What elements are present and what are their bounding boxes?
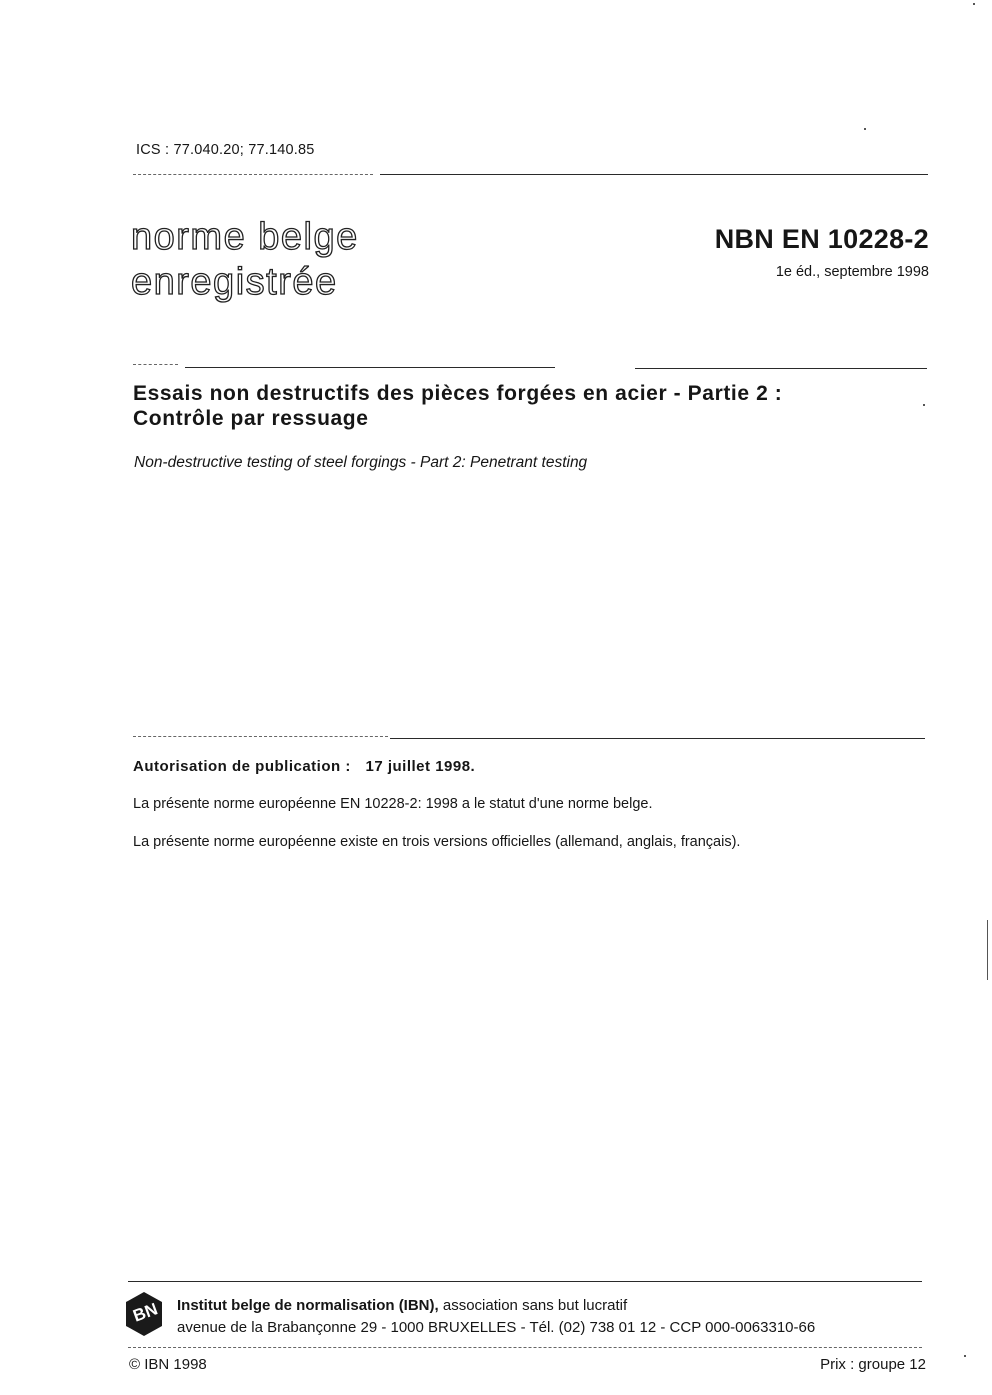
institute-address: avenue de la Brabançonne 29 - 1000 BRUXELLES - Tél. (02) 738 01 12 - CCP 000-0063310-66 — [177, 1319, 816, 1336]
stamp-line-1: norme belge — [131, 216, 359, 258]
edition-date: 1e éd., septembre 1998 — [775, 264, 929, 280]
french-title — [133, 381, 928, 431]
scan-speck — [864, 128, 866, 130]
price-group: Prix : groupe 12 — [820, 1356, 926, 1373]
divider-middle — [390, 738, 925, 739]
divider-title-right — [635, 368, 927, 369]
scan-speck — [923, 404, 925, 406]
institute-name: Institut belge de normalisation (IBN), — [177, 1297, 439, 1314]
versions-paragraph: La présente norme européenne existe en trois versions officielles (allemand, anglais, français). — [133, 834, 741, 850]
institute-line — [177, 1297, 627, 1314]
registered-standard-stamp — [131, 215, 359, 305]
publication-authorization — [133, 758, 485, 775]
divider-title-left — [133, 364, 178, 365]
french-title-line-1: Essais non destructifs des pièces forgées en acier - Partie 2 : — [133, 382, 783, 405]
french-title-line-2: Contrôle par ressuage — [133, 407, 369, 430]
scan-speck — [987, 920, 988, 980]
divider-title — [185, 367, 555, 368]
status-paragraph: La présente norme européenne EN 10228-2: 1998 a le statut d'une norme belge. — [133, 796, 653, 812]
standard-number: NBN EN 10228-2 — [714, 224, 929, 254]
divider-top-solid — [380, 174, 928, 175]
logo-letters: BN — [130, 1299, 161, 1326]
copyright: © IBN 1998 — [129, 1356, 207, 1373]
english-title: Non-destructive testing of steel forgings - Part 2: Penetrant testing — [134, 454, 588, 471]
ics-code: ICS : 77.040.20; 77.140.85 — [136, 142, 315, 158]
institute-description: association sans but lucratif — [438, 1297, 628, 1314]
publication-label: Autorisation de publication : — [133, 758, 351, 775]
scan-speck — [973, 3, 975, 5]
divider-middle-left — [133, 736, 388, 737]
divider-top — [133, 174, 373, 175]
divider-bottom — [128, 1347, 922, 1348]
scan-speck — [964, 1355, 966, 1357]
divider-footer — [128, 1281, 922, 1282]
publication-date: 17 juillet 1998. — [365, 758, 476, 775]
ibn-logo-icon — [124, 1290, 164, 1338]
stamp-line-2: enregistrée — [131, 261, 338, 303]
